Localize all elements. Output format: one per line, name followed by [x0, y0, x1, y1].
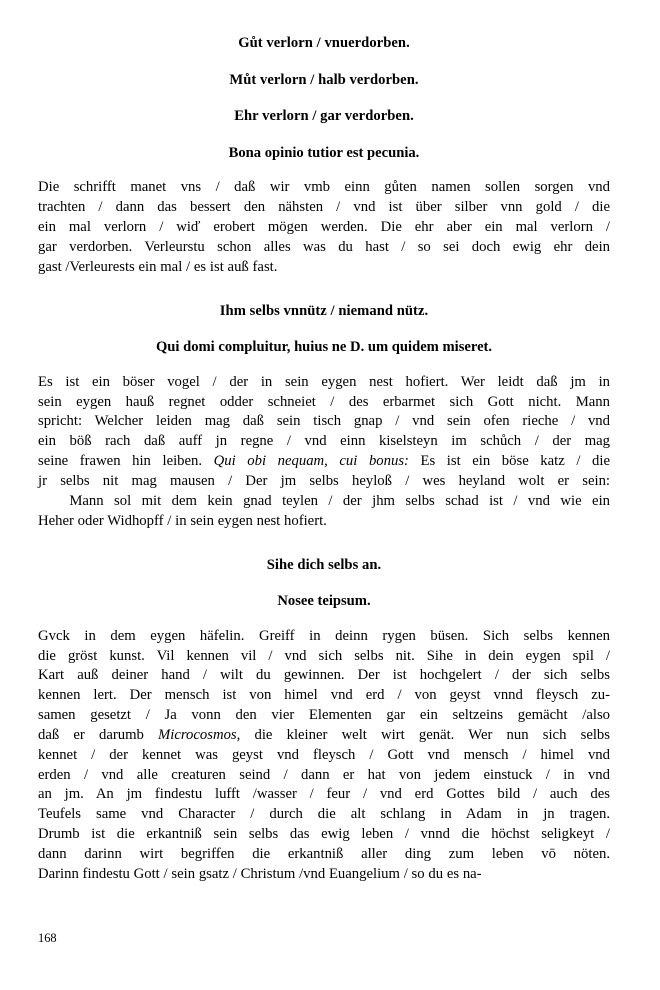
italic-phrase: Microcosmos, [158, 726, 241, 743]
text-line: Kart auß deiner hand / wilt du gewinnen. Der ist hochgelert / der sich selbs [38, 667, 610, 684]
heading-ehr-verlorn: Ehr verlorn / gar verdorben. [234, 108, 414, 125]
text-line: ein böß rach daß auff jn regne / vnd einn kiselsteyn im schůch / der mag [38, 433, 610, 450]
text-line: samen gesetzt / Ja vonn den vier Elementen gar ein seltzeins gemächt /also [38, 707, 610, 724]
text-line: spricht: Welcher leiden mag daß sein tisch gnap / vnd sein ofen rieche / vnd [38, 413, 610, 430]
text-line: ein mal verlorn / wiď erobert mögen werden. Die ehr aber ein mal verlorn / [38, 219, 610, 236]
heading-sihe-dich-selbs-an: Sihe dich selbs an. [266, 556, 382, 573]
section-sihe-dich-selbs [38, 558, 610, 885]
heading-muot-verlorn: Můt verlorn / halb verdorben. [229, 71, 419, 88]
section-guot [38, 36, 610, 278]
spacer [38, 160, 610, 178]
text-line: Gvck in dem eygen häfelin. Greiff in deinn rygen büsen. Sich selbs kennen [38, 627, 610, 644]
text-line: Drumb ist die erkantniß sein selbs das ewig leben / vnnd die höchst seligkeyt / [38, 826, 610, 843]
text-line: daß er darumb Microcosmos, die kleiner welt wirt genät. Wer nun sich selbs [38, 726, 610, 743]
spacer [38, 609, 610, 627]
text-line: Es ist ein böser vogel / der in sein eygen nest hofiert. Wer leidt daß jm in [38, 373, 610, 390]
paragraph-die-schrifft [38, 178, 610, 277]
spacer [38, 124, 610, 146]
italic-phrase: Qui obi nequam, cui bonus: [213, 453, 409, 470]
spacer [38, 572, 610, 594]
text-line: erden / vnd alle creaturen seind / dann er hat von jedem einstuck / in vnd [38, 766, 610, 783]
spacer [38, 87, 610, 109]
heading-ihm-selbs-vnnuetz: Ihm selbs vnnütz / niemand nütz. [219, 302, 429, 319]
paragraph-gvck-in-dem-eygen [38, 627, 610, 885]
text-line: kennet / der kennet was geyst vnd fleysch / Gott vnd mensch / himel vnd [38, 746, 610, 763]
spacer [38, 355, 610, 373]
spacer [38, 318, 610, 340]
page-number: 168 [38, 931, 57, 945]
text-line: gar verdorben. Verleurstu schon alles was du hast / so sei doch ewig ehr dein [38, 238, 610, 255]
text-line: jr selbs nit mag mausen / Der jm selbs heyloß / wes heyland wolt er sein: [38, 473, 610, 489]
text-line: Mann sol mit dem kein gnad teylen / der jhm selbs schad ist / vnd wie ein [38, 492, 610, 509]
spacer [38, 532, 610, 558]
heading-guot-verlorn: Gůt verlorn / vnuerdorben. [238, 35, 410, 51]
spacer [38, 278, 610, 304]
text-line: gast /Verleurests ein mal / es ist auß fast. [38, 258, 278, 275]
paragraph-es-ist-ein-boeser-vogel [38, 373, 610, 532]
heading-nosee-teipsum: Nosee teipsum. [277, 593, 371, 610]
heading-bona-opinio: Bona opinio tutior est pecunia. [228, 144, 420, 161]
spacer [38, 51, 610, 73]
section-ihm-selbs [38, 304, 610, 532]
text-line: die gröst kunst. Vil kennen vil / vnd sich selbs nit. Sihe in dein eygen spil / [38, 647, 610, 664]
text-line: Die schrifft manet vns / daß wir vmb einn gůten namen sollen sorgen vnd [38, 179, 610, 196]
text-line: Darinn findestu Gott / sein gsatz / Christum /vnd Euangelium / so du es na- [38, 865, 482, 882]
text-line: dann darinn wirt begriffen die erkantniß aller ding zum leben vō nöten. [38, 846, 610, 862]
text-line: an jm. An jm findestu lufft /wasser / feur / vnd erd Gottes bild / auch des [38, 786, 610, 803]
text-line: Teufels same vnd Character / durch die alt schlang in Adam in jn tragen. [38, 806, 610, 823]
text-line: trachten / dann das bessert den nähsten / vnd ist über silber vnn gold / die [38, 199, 610, 216]
page-content [38, 36, 610, 885]
text-line: Heher oder Widhopff / in sein eygen nest hofiert. [38, 512, 327, 529]
text-line: seine frawen hin leiben. Qui obi nequam, cui bonus: Es ist ein böse katz / die [38, 453, 610, 470]
text-line: sein eygen hauß regnet odder schneiet / des erbarmet sich Gott nicht. Mann [38, 393, 610, 410]
heading-qui-domi-compluitur: Qui domi compluitur, huius ne D. um quidem miseret. [155, 339, 493, 356]
text-line: kennen lert. Der mensch ist von himel vnd erd / von geyst vnnd fleysch zu- [38, 687, 610, 704]
